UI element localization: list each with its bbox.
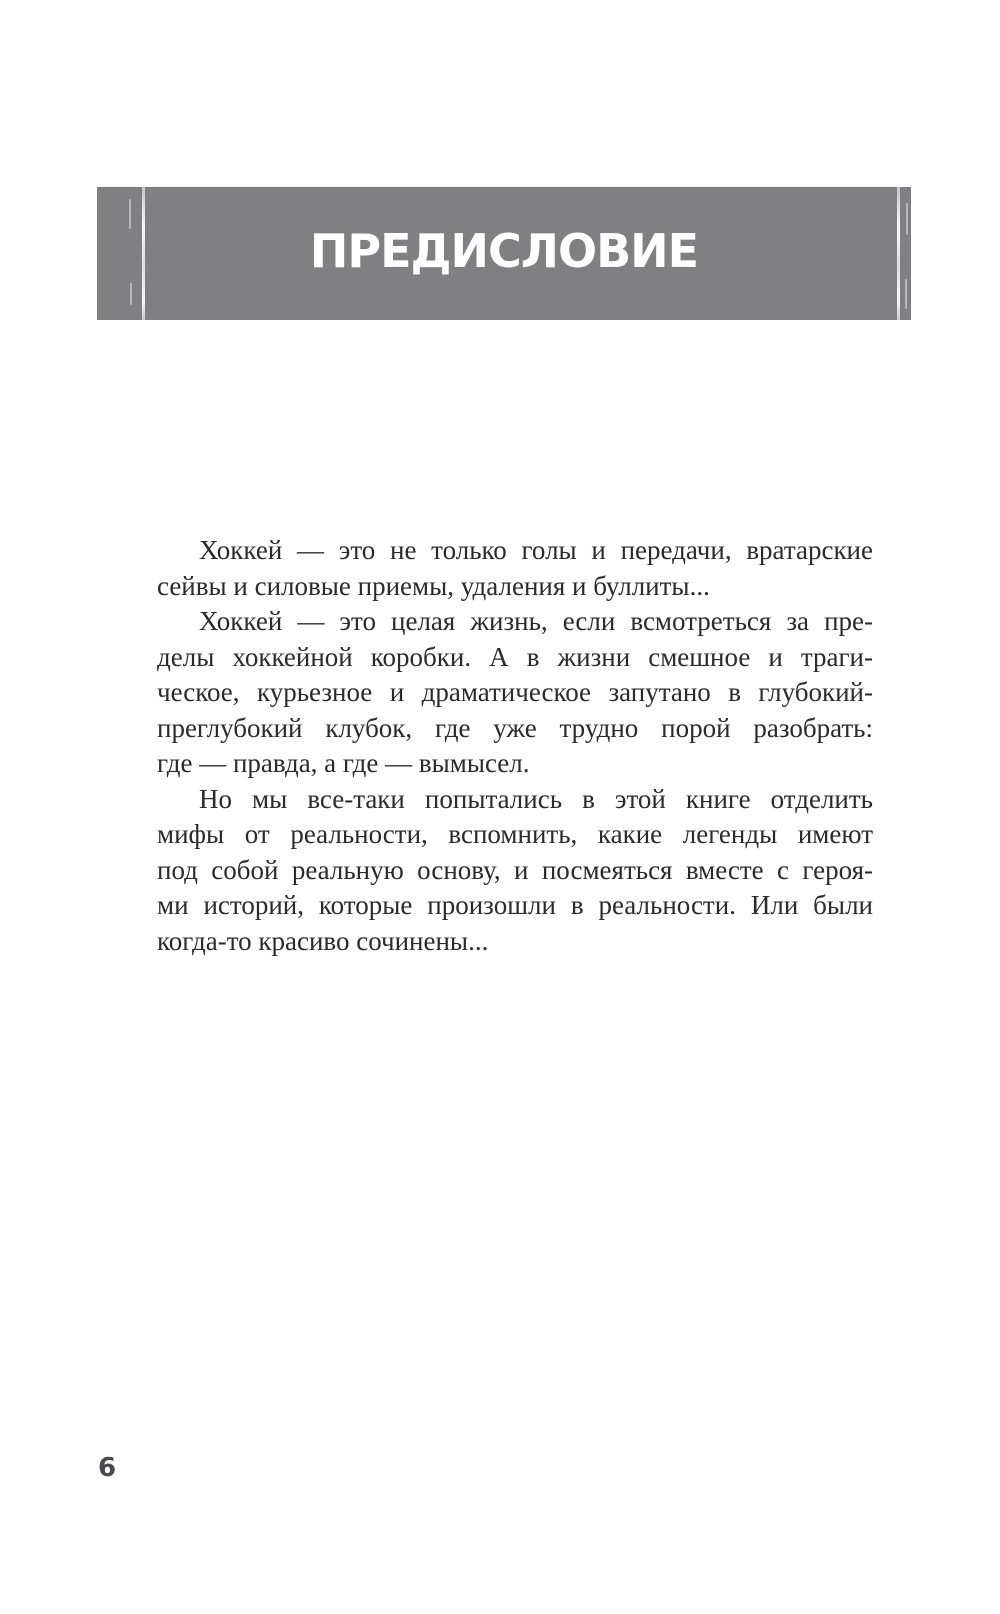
text-line: ми историй, которые произошли в реальности. Или были (157, 890, 873, 920)
chapter-title: ПРЕДИСЛОВИЕ (309, 224, 699, 278)
preface-body (157, 533, 873, 959)
decorative-streak (130, 283, 132, 305)
paragraph-3 (157, 782, 873, 960)
text-line: Хоккей — это не только голы и передачи, вратарские (199, 535, 873, 565)
text-line: делы хоккейной коробки. А в жизни смешное и траги- (157, 641, 873, 672)
paragraph-2 (157, 604, 873, 782)
text-line: где — правда, а где — вымысел. (157, 748, 530, 778)
text-line: мифы от реальности, вспомнить, какие легенды имеют (157, 819, 873, 849)
page-number: 6 (98, 1453, 117, 1483)
chapter-banner (97, 187, 911, 320)
text-line: преглубокий клубок, где уже трудно порой разобрать: (157, 712, 873, 743)
text-line: под собой реальную основу, и посмеяться вместе с героя- (157, 854, 873, 885)
text-line: ческое, курьезное и драматическое запутано в глубокий- (157, 677, 873, 707)
text-line: сейвы и силовые приемы, удаления и буллиты... (157, 570, 710, 601)
paragraph-1 (157, 533, 873, 604)
text-line: Хоккей — это целая жизнь, если всмотреться за пре- (199, 606, 873, 636)
text-line: когда-то красиво сочинены... (157, 925, 489, 956)
text-line: Но мы все-таки попытались в этой книге отделить (199, 783, 873, 814)
decorative-streak (905, 279, 907, 309)
